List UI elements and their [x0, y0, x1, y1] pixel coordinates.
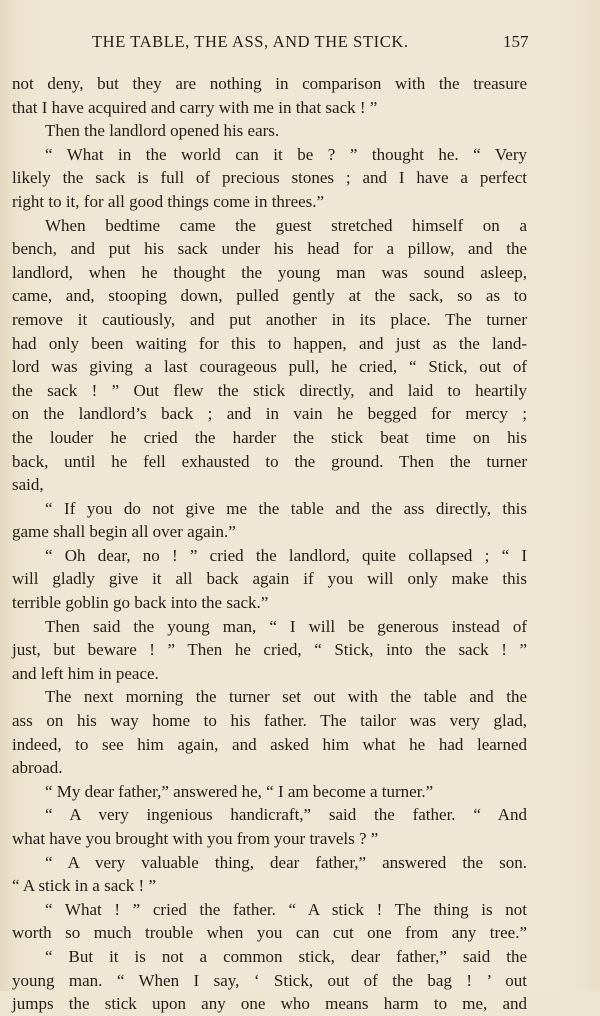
text-line: “ But it is not a common stick, dear father,” said the: [45, 946, 527, 966]
text-line: indeed, to see him again, and asked him what he had learned: [12, 734, 527, 754]
text-line: the louder he cried the harder the stick beat time on his: [12, 427, 527, 447]
text-line: Then the landlord opened his ears.: [45, 121, 280, 141]
text-line: jumps the stick upon any one who means harm to me, and: [12, 994, 527, 1014]
text-line: “ A very valuable thing, dear father,” answered the son.: [45, 852, 527, 872]
text-line: back, until he fell exhausted to the ground. Then the turner: [12, 451, 527, 471]
text-line: “ A very ingenious handicraft,” said the father. “ And: [45, 805, 527, 825]
text-line: not deny, but they are nothing in comparison with the treasure: [12, 74, 527, 93]
running-title: THE TABLE, THE ASS, AND THE STICK.: [92, 32, 409, 51]
text-line: “ What ! ” cried the father. “ A stick ! The thing is not: [45, 899, 527, 919]
page-header: [0, 32, 600, 56]
text-line: ass on his way home to his father. The tailor was very glad,: [12, 711, 527, 731]
text-line: and left him in peace.: [12, 663, 159, 683]
text-line: Then said the young man, “ I will be generous instead of: [45, 616, 527, 636]
text-line: right to it, for all good things come in threes.”: [12, 191, 325, 211]
text-line: had only been waiting for this to happen, and just as the land-: [12, 333, 527, 353]
text-line: “ My dear father,” answered he, “ I am become a turner.”: [45, 781, 434, 801]
text-line: came, and, stooping down, pulled gently at the sack, so as to: [12, 286, 527, 306]
text-line: the sack ! ” Out flew the stick directly, and laid to heartily: [12, 380, 527, 400]
text-line: will gladly give it all back again if you will only make this: [12, 569, 527, 589]
body-text: [12, 72, 527, 1016]
text-line: lord was giving a last courageous pull, he cried, “ Stick, out of: [12, 357, 527, 377]
text-line: likely the sack is full of precious stones ; and I have a perfect: [12, 168, 527, 188]
text-line: just, but beware ! ” Then he cried, “ Stick, into the sack ! ”: [12, 640, 527, 660]
page-number: 157: [503, 32, 529, 51]
text-line: that I have acquired and carry with me in that sack ! ”: [12, 97, 378, 117]
text-line: young man. “ When I say, ‘ Stick, out of the bag ! ’ out: [12, 970, 527, 990]
text-line: landlord, when he thought the young man was sound asleep,: [12, 262, 527, 282]
text-line: said,: [12, 475, 44, 495]
text-line: “ If you do not give me the table and the ass directly, this: [45, 498, 527, 518]
text-line: on the landlord’s back ; and in vain he begged for mercy ;: [12, 404, 527, 424]
text-line: When bedtime came the guest stretched himself on a: [45, 215, 527, 235]
text-line: what have you brought with you from your travels ? ”: [12, 829, 379, 848]
text-line: terrible goblin go back into the sack.”: [12, 593, 269, 613]
text-line: The next morning the turner set out with the table and the: [45, 687, 527, 707]
text-line: bench, and put his sack under his head for a pillow, and the: [12, 239, 527, 259]
text-line: game shall begin all over again.”: [12, 522, 236, 542]
text-line: “ What in the world can it be ? ” thought he. “ Very: [45, 144, 527, 164]
text-line: abroad.: [12, 758, 63, 778]
text-line: remove it cautiously, and put another in its place. The turner: [12, 309, 527, 329]
text-line: worth so much trouble when you can cut one from any tree.”: [12, 923, 527, 943]
text-line: “ Oh dear, no ! ” cried the landlord, quite collapsed ; “ I: [45, 545, 527, 565]
text-line: “ A stick in a sack ! ”: [12, 876, 156, 896]
